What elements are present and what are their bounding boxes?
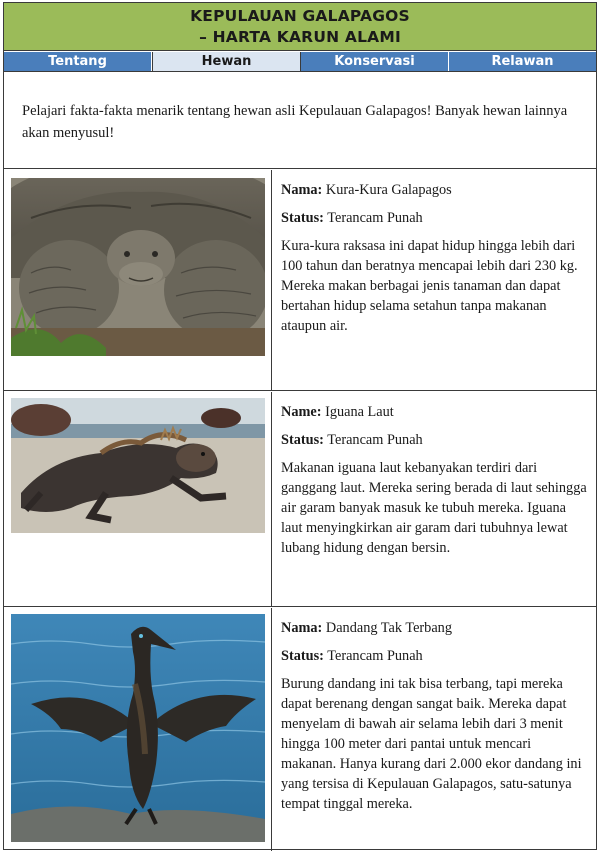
page-frame — [3, 2, 597, 850]
name-line — [281, 180, 588, 200]
name-label: Name: — [281, 404, 322, 420]
status-label: Status: — [281, 432, 324, 448]
name-line — [281, 618, 588, 638]
status-label: Status: — [281, 648, 324, 664]
animal-status: Terancam Punah — [327, 432, 423, 448]
page-title-line1: KEPULAUAN GALAPAGOS — [190, 7, 410, 25]
image-cell — [4, 170, 272, 390]
name-label: Nama: — [281, 620, 323, 636]
animal-name: Kura-Kura Galapagos — [325, 182, 452, 198]
animal-description: Makanan iguana laut kebanyakan terdiri dari ganggang laut. Mereka sering berada di laut sehingga air garam banyak masuk ke tubuh mereka. Iguana laut menyingkirkan air garam dari tubuhnya lewat lubang hidung dengan bersin. — [281, 460, 587, 556]
animal-info — [273, 608, 596, 851]
animal-status: Terancam Punah — [327, 648, 423, 664]
tab-relawan[interactable]: Relawan — [449, 52, 596, 71]
status-line — [281, 646, 588, 666]
page-title-line2: – HARTA KARUN ALAMI — [199, 28, 401, 46]
name-label: Nama: — [281, 182, 323, 198]
tab-hewan[interactable]: Hewan — [152, 52, 301, 71]
animal-row-iguana — [4, 392, 596, 607]
animal-name: Dandang Tak Terbang — [325, 620, 452, 636]
name-line — [281, 402, 588, 422]
animal-info — [273, 170, 596, 390]
page-header — [4, 3, 596, 51]
animal-name: Iguana Laut — [325, 404, 394, 420]
nav-bar — [4, 52, 596, 72]
status-label: Status: — [281, 210, 324, 226]
image-cell — [4, 608, 272, 851]
animal-info — [273, 392, 596, 606]
animal-row-cormorant — [4, 608, 596, 851]
status-line — [281, 430, 588, 450]
status-line — [281, 208, 588, 228]
tortoise-photo — [11, 178, 265, 356]
animal-row-tortoise — [4, 170, 596, 391]
animal-status: Terancam Punah — [327, 210, 423, 226]
animal-description: Kura-kura raksasa ini dapat hidup hingga lebih dari 100 tahun dan beratnya mencapai lebih dari 230 kg. Mereka makan berbagai jenis tanaman dan dapat bertahan hidup selama setahun tanpa makanan ataupun air. — [281, 238, 578, 334]
image-cell — [4, 392, 272, 606]
animal-description: Burung dandang ini tak bisa terbang, tapi mereka dapat berenang dengan sangat baik. Mereka dapat menyelam di bawah air selama lebih dari 3 menit hingga 100 meter dari pantai untuk mencari makanan. Hanya kurang dari 2.000 ekor dandang ini yang tersisa di Kepulauan Galapagos, satu-satunya tempat tinggal mereka. — [281, 676, 582, 812]
intro-text: Pelajari fakta-fakta menarik tentang hewan asli Kepulauan Galapagos! Banyak hewan lainnya akan menyusul! — [4, 73, 596, 169]
tab-konservasi[interactable]: Konservasi — [301, 52, 449, 71]
tab-tentang[interactable]: Tentang — [4, 52, 152, 71]
iguana-photo — [11, 398, 265, 533]
cormorant-photo — [11, 614, 265, 842]
